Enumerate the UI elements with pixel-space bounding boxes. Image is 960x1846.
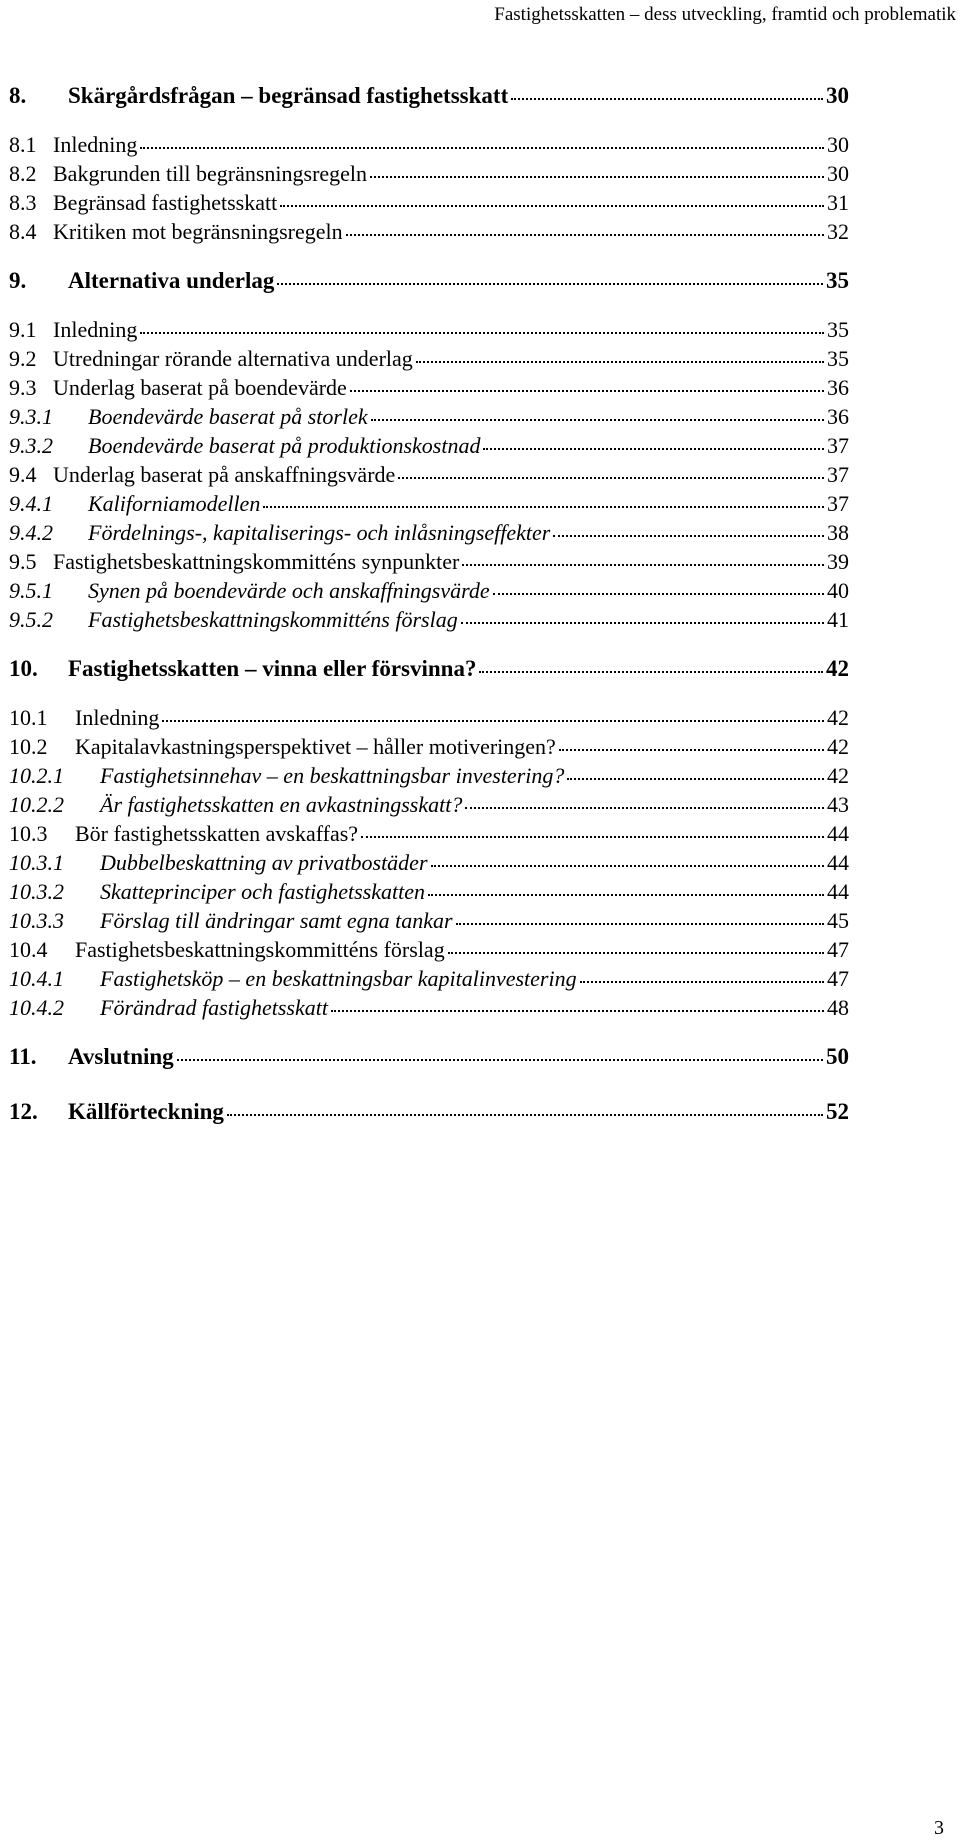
toc-page: 30: [827, 132, 849, 157]
toc-page: 44: [827, 879, 849, 904]
toc-entry[interactable]: [9, 518, 849, 547]
toc-number: 10.2.1: [9, 763, 64, 788]
toc-title: Fastighetsbeskattningskommitténs förslag: [88, 607, 458, 632]
dot-leader: [346, 234, 824, 236]
toc-title: Begränsad fastighetsskatt: [53, 190, 278, 215]
toc-number: 10.3.1: [9, 850, 64, 875]
toc-title: Alternativa underlag: [68, 268, 275, 293]
toc-entry[interactable]: [9, 605, 849, 634]
toc-title: Fastighetsbeskattningskommitténs förslag: [75, 937, 445, 962]
toc-page: 42: [827, 705, 849, 730]
toc-number: 9.3.1: [9, 404, 53, 429]
toc-title: Kapitalavkastningsperspektivet – håller motiveringen?: [75, 734, 556, 759]
toc-number: 8.1: [9, 132, 37, 157]
dot-leader: [277, 283, 823, 285]
toc-page: 47: [827, 966, 849, 991]
toc-entry[interactable]: [9, 877, 849, 906]
toc-page: 36: [827, 375, 849, 400]
dot-leader: [331, 1010, 824, 1012]
toc-number: 11.: [9, 1044, 37, 1069]
toc-page: 50: [826, 1044, 849, 1069]
dot-leader: [483, 448, 824, 450]
toc-entry[interactable]: [9, 402, 849, 431]
toc-entry[interactable]: [9, 964, 849, 993]
toc-number: 10.3.2: [9, 879, 64, 904]
toc-number: 10.4: [9, 937, 48, 962]
toc-page: 45: [827, 908, 849, 933]
toc-entry[interactable]: [9, 344, 849, 373]
toc-number: 10.2.2: [9, 792, 64, 817]
dot-leader: [350, 390, 824, 392]
toc-page: 31: [827, 190, 849, 215]
toc-title: Skatteprinciper och fastighetsskatten: [100, 879, 426, 904]
toc-title: Skärgårdsfrågan – begränsad fastighetsskatt: [68, 83, 509, 108]
toc-page: 36: [827, 404, 849, 429]
toc-number: 10.2: [9, 734, 48, 759]
toc-entry[interactable]: [9, 315, 849, 344]
toc-entry[interactable]: [9, 217, 849, 246]
toc-title: Avslutning: [68, 1044, 174, 1069]
toc-page: 37: [827, 462, 849, 487]
toc-page: 48: [827, 995, 849, 1020]
toc-number: 10.3: [9, 821, 48, 846]
toc-page: 52: [826, 1099, 849, 1124]
toc-entry[interactable]: [9, 1092, 849, 1132]
running-header: Fastighetsskatten – dess utveckling, framtid och problematik: [494, 4, 956, 25]
toc-entry[interactable]: [9, 649, 849, 689]
toc-page: 42: [826, 656, 849, 681]
toc-number: 10.4.1: [9, 966, 64, 991]
dot-leader: [580, 981, 824, 983]
dot-leader: [140, 332, 824, 334]
toc-title: Fastighetsbeskattningskommitténs synpunkter: [53, 549, 460, 574]
toc-entry[interactable]: [9, 431, 849, 460]
toc-entry[interactable]: [9, 935, 849, 964]
dot-leader: [553, 535, 824, 537]
toc-number: 10.3.3: [9, 908, 64, 933]
toc-entry[interactable]: [9, 790, 849, 819]
toc-title: Bör fastighetsskatten avskaffas?: [75, 821, 359, 846]
toc-entry[interactable]: [9, 489, 849, 518]
toc-page: 32: [827, 219, 849, 244]
toc-title: Bakgrunden till begränsningsregeln: [53, 161, 368, 186]
toc-number: 9.5.2: [9, 607, 53, 632]
dot-leader: [280, 205, 824, 207]
toc-number: 9.3: [9, 375, 37, 400]
dot-leader: [511, 98, 823, 100]
toc-title: Fördelnings-, kapitaliserings- och inlåsningseffekter: [88, 520, 551, 545]
toc-page: 44: [827, 821, 849, 846]
toc-page: 37: [827, 491, 849, 516]
toc-title: Underlag baserat på boendevärde: [53, 375, 347, 400]
dot-leader: [559, 749, 824, 751]
toc-entry[interactable]: [9, 373, 849, 402]
toc-number: 8.3: [9, 190, 37, 215]
dot-leader: [465, 807, 824, 809]
toc-title: Boendevärde baserat på produktionskostnad: [88, 433, 481, 458]
toc-page: 35: [827, 346, 849, 371]
dot-leader: [567, 778, 824, 780]
toc-page: 30: [826, 83, 849, 108]
dot-leader: [371, 419, 824, 421]
toc-number: 9.4.1: [9, 491, 53, 516]
toc-entry[interactable]: [9, 993, 849, 1022]
toc-page: 47: [827, 937, 849, 962]
toc-title: Dubbelbeskattning av privatbostäder: [100, 850, 428, 875]
toc-page: 42: [827, 734, 849, 759]
dot-leader: [462, 564, 824, 566]
dot-leader: [448, 952, 824, 954]
toc-number: 9.1: [9, 317, 37, 342]
dot-leader: [398, 477, 824, 479]
dot-leader: [140, 147, 824, 149]
toc-title: Synen på boendevärde och anskaffningsvärde: [88, 578, 490, 603]
toc-page: 37: [827, 433, 849, 458]
toc-title: Inledning: [75, 705, 160, 730]
toc-title: Boendevärde baserat på storlek: [88, 404, 368, 429]
toc-page: 40: [827, 578, 849, 603]
toc-page: 35: [826, 268, 849, 293]
toc-entry[interactable]: [9, 547, 849, 576]
toc-entry[interactable]: [9, 732, 849, 761]
toc-title: Kaliforniamodellen: [88, 491, 261, 516]
toc-number: 9.: [9, 268, 27, 293]
toc-number: 9.4.2: [9, 520, 53, 545]
toc-entry[interactable]: [9, 848, 849, 877]
page-number: 3: [934, 1817, 944, 1839]
toc-number: 12.: [9, 1099, 38, 1124]
toc-number: 10.1: [9, 705, 48, 730]
toc-entry[interactable]: [9, 460, 849, 489]
toc-title: Är fastighetsskatten en avkastningsskatt?: [100, 792, 463, 817]
toc-number: 9.3.2: [9, 433, 53, 458]
toc-entry[interactable]: [9, 188, 849, 217]
toc-entry[interactable]: [9, 1037, 849, 1077]
toc-entry[interactable]: [9, 906, 849, 935]
toc-number: 10.4.2: [9, 995, 64, 1020]
toc-entry[interactable]: [9, 76, 849, 116]
toc-title: Förslag till ändringar samt egna tankar: [100, 908, 453, 933]
toc-entry[interactable]: [9, 819, 849, 848]
toc-entry[interactable]: [9, 261, 849, 301]
dot-leader: [431, 865, 824, 867]
toc-number: 8.2: [9, 161, 37, 186]
toc-entry[interactable]: [9, 761, 849, 790]
dot-leader: [428, 894, 824, 896]
toc-number: 9.5: [9, 549, 37, 574]
dot-leader: [370, 176, 824, 178]
dot-leader: [263, 506, 824, 508]
toc-title: Inledning: [53, 132, 138, 157]
dot-leader: [479, 671, 823, 673]
toc-title: Fastighetsköp – en beskattningsbar kapitalinvestering: [100, 966, 577, 991]
toc-page: 38: [827, 520, 849, 545]
table-of-contents: [9, 76, 849, 1132]
dot-leader: [493, 593, 824, 595]
toc-number: 8.4: [9, 219, 37, 244]
dot-leader: [162, 720, 824, 722]
toc-title: Förändrad fastighetsskatt: [100, 995, 328, 1020]
toc-number: 9.2: [9, 346, 37, 371]
toc-entry[interactable]: [9, 576, 849, 605]
toc-title: Kritiken mot begränsningsregeln: [53, 219, 343, 244]
toc-title: Fastighetsinnehav – en beskattningsbar investering?: [100, 763, 565, 788]
toc-page: 44: [827, 850, 849, 875]
toc-number: 8.: [9, 83, 27, 108]
dot-leader: [456, 923, 824, 925]
toc-page: 43: [827, 792, 849, 817]
dot-leader: [177, 1059, 823, 1061]
toc-entry[interactable]: [9, 703, 849, 732]
dot-leader: [416, 361, 824, 363]
toc-page: 42: [827, 763, 849, 788]
dot-leader: [361, 836, 824, 838]
toc-page: 41: [827, 607, 849, 632]
dot-leader: [227, 1114, 823, 1116]
toc-number: 10.: [9, 656, 38, 681]
toc-entry[interactable]: [9, 130, 849, 159]
toc-title: Underlag baserat på anskaffningsvärde: [53, 462, 396, 487]
toc-page: 35: [827, 317, 849, 342]
toc-number: 9.5.1: [9, 578, 53, 603]
toc-page: 39: [827, 549, 849, 574]
dot-leader: [461, 622, 824, 624]
toc-title: Källförteckning: [68, 1099, 224, 1124]
toc-entry[interactable]: [9, 159, 849, 188]
toc-number: 9.4: [9, 462, 37, 487]
toc-title: Inledning: [53, 317, 138, 342]
toc-page: 30: [827, 161, 849, 186]
toc-title: Utredningar rörande alternativa underlag: [53, 346, 413, 371]
toc-title: Fastighetsskatten – vinna eller försvinna?: [68, 656, 477, 681]
